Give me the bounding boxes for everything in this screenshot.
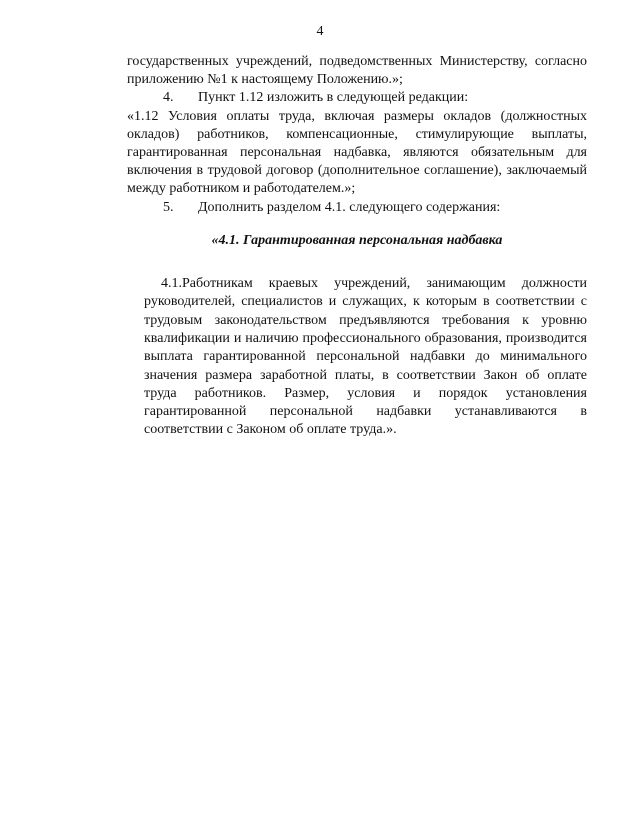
list-item-5	[127, 199, 587, 217]
list-item-4-text: Пункт 1.12 изложить в следующей редакции:	[198, 90, 469, 106]
list-item-4	[127, 89, 587, 107]
section-body: 4.1.Работникам краевых учреждений, занимающим должности руководителей, специалистов и служащих, к которым в соответствии с трудовым законодательством предъявляются требования к уровню квалификации и наличию профессионального образования, производится выплата гарантированной персональной надбавки до минимального значения размера заработной платы, в соответствии Закон об оплате труда работников. Размер, условия и порядок установления гарантированной персональной надбавки устанавливаются в соответствии с Законом об оплате труда.».	[144, 276, 587, 438]
section-heading: «4.1. Гарантированная персональная надбавка	[211, 232, 503, 248]
list-item-5-text: Дополнить разделом 4.1. следующего содержания:	[198, 199, 501, 215]
paragraph-clause-1-12: «1.12 Условия оплаты труда, включая размеры окладов (должностных окладов) работников, компенсационные, стимулирующие выплаты, гарантированная персональная надбавка, являются обязательным для включения в трудовой договор (дополнительное соглашение), заключаемый между работником и работодателем.»;	[127, 108, 587, 197]
paragraph-continuation: государственных учреждений, подведомственных Министерству, согласно приложению №1 к настоящему Положению.»;	[127, 54, 587, 88]
list-item-4-number: 4.	[163, 90, 174, 106]
section-body-wrapper	[110, 275, 587, 440]
list-item-5-number: 5.	[163, 199, 174, 215]
page-number: 4	[316, 24, 324, 39]
document-body	[127, 53, 587, 440]
